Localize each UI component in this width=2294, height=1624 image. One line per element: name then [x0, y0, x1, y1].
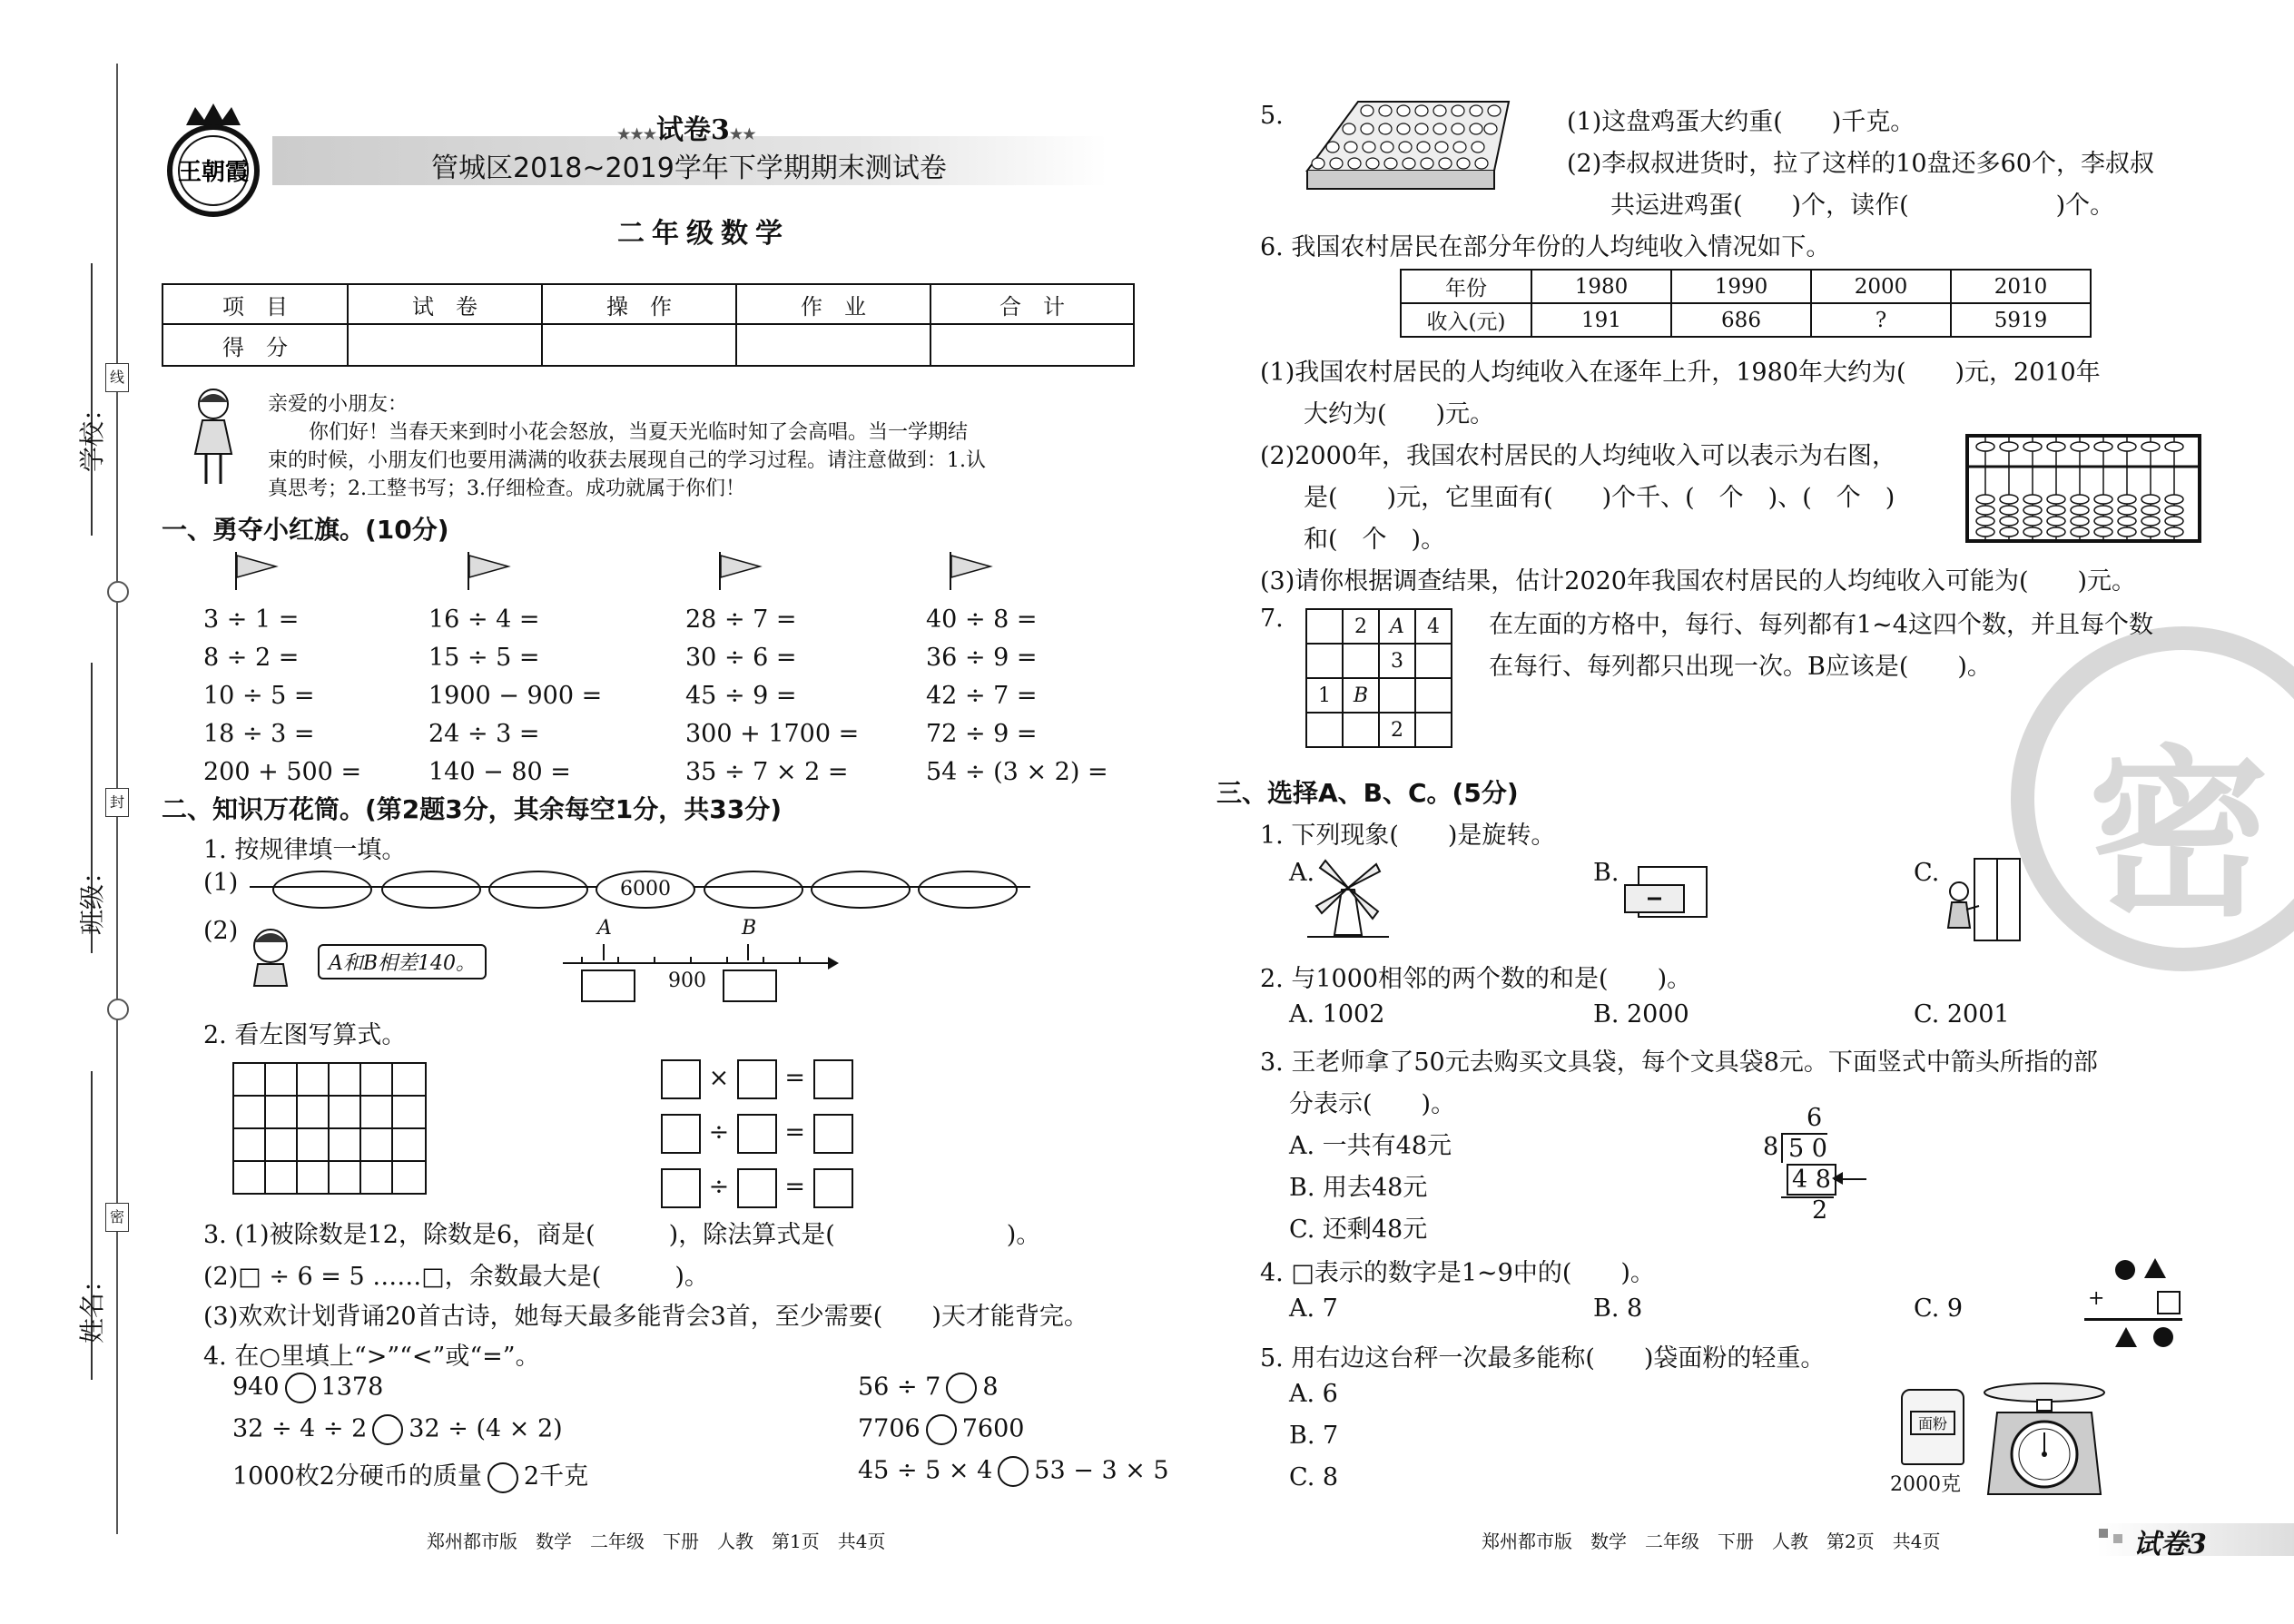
score-table	[162, 283, 1135, 367]
paper-badge: ★★★试卷3★★	[617, 114, 756, 146]
plus-sign: +	[2088, 1287, 2105, 1310]
flour-bag-illustration	[1901, 1389, 1964, 1465]
label-b: B	[742, 917, 757, 940]
compare-circle[interactable]	[487, 1462, 518, 1493]
pattern-value: 6000	[596, 871, 695, 909]
intro-line: 你们好！当春天来到时小花会怒放，当夏天光临时知了会高唱。当一学期结	[309, 421, 969, 444]
flag-icon	[718, 552, 763, 596]
q6-2-text: (2)2000年，我国农村居民的人均纯收入可以表示为右图，	[1260, 442, 1896, 470]
footer-right: 郑州都市版 数学 二年级 下册 人教 第2页 共4页	[1482, 1530, 1941, 1552]
equation-box[interactable]	[813, 1168, 853, 1208]
grid-cell: 2	[1379, 713, 1415, 747]
calc-item: 15 ÷ 5 =	[428, 644, 540, 672]
calc-item: 36 ÷ 9 =	[926, 644, 1038, 672]
option-a-label: A.	[1289, 859, 1315, 887]
svg-text:王朝霞: 王朝霞	[177, 159, 250, 186]
calc-item: 300 + 1700 =	[685, 720, 860, 748]
score-input-cell[interactable]	[930, 324, 1134, 366]
equation-box[interactable]	[737, 1059, 777, 1099]
s5-text: 5. 用右边这台秤一次最多能称( )袋面粉的轻重。	[1260, 1344, 1826, 1373]
pattern-blank[interactable]	[272, 871, 372, 909]
s3-text-cont: 分表示( )。	[1289, 1090, 1456, 1118]
calc-column	[926, 601, 1108, 792]
grid-cell: B	[1343, 678, 1379, 713]
s4-option-a[interactable]: A. 7	[1289, 1294, 1338, 1323]
school-label: 学校：	[77, 395, 107, 472]
q4-text: 4. 在○里填上“>”“<”或“=”。	[203, 1343, 540, 1371]
s2-option-b[interactable]: B. 2000	[1593, 1000, 1689, 1029]
grid-cell	[1343, 713, 1379, 747]
equation-box[interactable]	[661, 1168, 701, 1208]
equation-boxes	[661, 1051, 853, 1215]
circle-symbol-icon	[2115, 1260, 2135, 1280]
compare-circle[interactable]	[926, 1414, 957, 1445]
flour-bag-label: 面粉	[1910, 1411, 1955, 1435]
latin-square-grid	[1305, 608, 1452, 748]
arrow-a-icon	[603, 944, 605, 960]
calc-item: 40 ÷ 8 =	[926, 605, 1038, 634]
score-input-cell[interactable]	[736, 324, 930, 366]
income-table-cell: 收入(元)	[1401, 303, 1531, 337]
compare-item	[232, 1373, 383, 1403]
income-table-cell: 5919	[1951, 303, 2091, 337]
answer-box-b[interactable]	[723, 969, 777, 1002]
bag-weight: 2000克	[1890, 1473, 1961, 1496]
compare-item	[232, 1414, 563, 1445]
score-input-cell[interactable]	[542, 324, 736, 366]
abacus-illustration	[1965, 434, 2201, 549]
s4-text: 4. □表示的数字是1~9中的( )。	[1260, 1259, 1655, 1287]
pattern-blank[interactable]	[811, 871, 911, 909]
s3-option-a[interactable]: A. 一共有48元	[1289, 1132, 1452, 1160]
q6-text: 6. 我国农村居民在部分年份的人均纯收入情况如下。	[1260, 233, 1831, 261]
division-divisor: 8	[1763, 1133, 1779, 1161]
compare-circle[interactable]	[998, 1456, 1029, 1487]
arrow-b-icon	[747, 944, 749, 960]
compare-circle[interactable]	[285, 1373, 316, 1403]
exam-title: 管城区2018~2019学年下学期期末测试卷	[431, 153, 947, 184]
op-eq: =	[784, 1118, 806, 1147]
compare-circle[interactable]	[946, 1373, 977, 1403]
section-2-title: 二、知识万花筒。(第2题3分，其余每空1分，共33分)	[162, 794, 783, 824]
compare-right: 8	[982, 1373, 999, 1402]
division-product: 4 8	[1787, 1164, 1836, 1196]
division-quotient: 6	[1807, 1104, 1823, 1132]
pattern-blank[interactable]	[488, 871, 588, 909]
income-table-cell: 2000	[1811, 270, 1951, 303]
q1-1-label: (1)	[203, 869, 239, 897]
q1-text: 1. 按规律填一填。	[203, 836, 407, 864]
calc-item: 10 ÷ 5 =	[203, 682, 315, 710]
intro-line: 真思考；2.工整书写；3.仔细检查。成功就属于你们！	[268, 477, 745, 500]
calc-item: 42 ÷ 7 =	[926, 682, 1038, 710]
flag-icon	[234, 552, 280, 596]
q6-2-text-end: 和( 个 )。	[1304, 526, 1446, 554]
equation-box[interactable]	[737, 1168, 777, 1208]
footer-badge: 试卷3	[2133, 1529, 2207, 1560]
compare-right: 7600	[961, 1414, 1025, 1443]
margin-mark-secret: 密	[105, 1203, 129, 1232]
s3-option-b[interactable]: B. 用去48元	[1289, 1174, 1428, 1202]
compare-item	[858, 1456, 1169, 1487]
subject-title: 二年级数学	[617, 218, 790, 250]
binding-hole-icon	[107, 581, 129, 603]
calc-item: 30 ÷ 6 =	[685, 644, 797, 672]
q5-2-text-cont: 共运进鸡蛋( )个，读作( )个。	[1610, 192, 2115, 220]
division-remainder: 2	[1812, 1196, 1828, 1225]
q6-3-text: (3)请你根据调查结果，估计2020年我国农村居民的人均纯收入可能为( )元。	[1260, 567, 2137, 595]
grid-cell: 2	[1343, 609, 1379, 644]
calc-item: 16 ÷ 4 =	[428, 605, 540, 634]
circle-symbol-icon	[2153, 1327, 2173, 1347]
calc-item: 24 ÷ 3 =	[428, 720, 540, 748]
calc-item: 200 + 500 =	[203, 758, 362, 786]
answer-box-a[interactable]	[581, 969, 635, 1002]
compare-left: 32 ÷ 4 ÷ 2	[232, 1414, 368, 1443]
q5-1-text: (1)这盘鸡蛋大约重( )千克。	[1567, 108, 1915, 136]
s3-option-c[interactable]: C. 还剩48元	[1289, 1216, 1428, 1244]
windmill-illustration	[1298, 853, 1398, 950]
section-1-title: 一、勇夺小红旗。(10分)	[162, 515, 449, 545]
score-header-cell: 作 业	[736, 284, 930, 324]
q2-text: 2. 看左图写算式。	[203, 1021, 407, 1049]
grid-cell	[1415, 644, 1452, 678]
calc-column	[428, 601, 602, 792]
grid-cell	[1306, 609, 1343, 644]
compare-circle[interactable]	[372, 1414, 403, 1445]
s2-option-a[interactable]: A. 1002	[1289, 1000, 1385, 1029]
door-illustration	[1934, 855, 2024, 952]
q5-number: 5.	[1260, 102, 1284, 130]
income-table-cell: 2010	[1951, 270, 2091, 303]
paper-badge-text: 试卷3	[656, 114, 730, 146]
calc-column	[203, 601, 361, 792]
calc-item: 8 ÷ 2 =	[203, 644, 300, 672]
name-label: 姓名：	[77, 1266, 107, 1343]
watermark-char: 密	[2088, 730, 2270, 941]
calc-item: 3 ÷ 1 =	[203, 605, 300, 634]
option-b-label: B.	[1593, 859, 1620, 887]
intro-greeting: 亲爱的小朋友：	[268, 393, 409, 416]
q3-3-text: (3)欢欢计划背诵20首古诗，她每天最多能背会3首，至少需要( )天才能背完。	[203, 1303, 1088, 1331]
income-table-cell: 1990	[1671, 270, 1811, 303]
section-3-title: 三、选择A、B、C。(5分)	[1216, 778, 1519, 808]
s5-option-c[interactable]: C. 8	[1289, 1463, 1339, 1491]
grid-cell: 1	[1306, 678, 1343, 713]
grid-cell: 4	[1415, 609, 1452, 644]
label-a: A	[597, 917, 612, 940]
grid-cell	[1379, 678, 1415, 713]
calc-item: 28 ÷ 7 =	[685, 605, 797, 634]
q7-text-cont: 在每行、每列都只出现一次。B应该是( )。	[1489, 653, 1992, 681]
division-dividend: 5 0	[1781, 1133, 1827, 1163]
equation-box[interactable]	[661, 1059, 701, 1099]
s2-option-c[interactable]: C. 2001	[1914, 1000, 2010, 1029]
grid-cell	[1306, 713, 1343, 747]
compare-left: 7706	[858, 1414, 921, 1443]
income-table-cell: 年份	[1401, 270, 1531, 303]
footer-left: 郑州都市版 数学 二年级 下册 人教 第1页 共4页	[427, 1530, 886, 1552]
score-header-cell: 操 作	[542, 284, 736, 324]
q6-1-text-cont: 大约为( )元。	[1304, 400, 1495, 428]
grid-cell	[1415, 713, 1452, 747]
calc-item: 18 ÷ 3 =	[203, 720, 315, 748]
score-header-cell: 项 目	[162, 284, 348, 324]
pattern-blank[interactable]	[381, 871, 481, 909]
pattern-blank[interactable]	[704, 871, 803, 909]
grid-cell	[1306, 644, 1343, 678]
flag-icon	[467, 552, 512, 596]
speech-bubble: A和B相差140。	[318, 944, 487, 979]
equation-box[interactable]	[661, 1114, 701, 1154]
scale-illustration	[1981, 1380, 2108, 1504]
compare-item	[858, 1414, 1024, 1445]
income-table-cell: ?	[1811, 303, 1951, 337]
s5-option-a[interactable]: A. 6	[1289, 1380, 1338, 1408]
number-line	[563, 962, 835, 964]
calc-column	[685, 601, 859, 792]
pattern-line	[250, 878, 1030, 901]
margin-mark-line: 线	[105, 363, 129, 392]
s5-option-b[interactable]: B. 7	[1289, 1422, 1339, 1450]
compare-right: 1378	[320, 1373, 384, 1402]
drawer-illustration	[1620, 862, 1711, 932]
footer-square-icon	[2113, 1534, 2122, 1543]
op-div: ÷	[708, 1118, 730, 1147]
op-div: ÷	[708, 1173, 730, 1201]
income-table-cell: 1980	[1531, 270, 1671, 303]
op-eq: =	[784, 1064, 806, 1092]
compare-left: 56 ÷ 7	[858, 1373, 941, 1402]
triangle-symbol-icon	[2115, 1327, 2137, 1347]
footer-square-icon	[2099, 1529, 2108, 1538]
calc-item: 54 ÷ (3 × 2) =	[926, 758, 1108, 786]
income-table-cell: 686	[1671, 303, 1811, 337]
op-eq: =	[784, 1173, 806, 1201]
s4-option-c[interactable]: C. 9	[1914, 1294, 1964, 1323]
compare-right: 53 − 3 × 5	[1034, 1456, 1169, 1485]
logo	[159, 100, 268, 218]
compare-right: 2千克	[523, 1462, 589, 1491]
q1-2-label: (2)	[203, 917, 239, 945]
s4-option-b[interactable]: B. 8	[1593, 1294, 1643, 1323]
compare-item	[232, 1456, 588, 1493]
calc-item: 45 ÷ 9 =	[685, 682, 797, 710]
egg-tray-illustration	[1304, 98, 1512, 204]
q3-1-text: 3. (1)被除数是12，除数是6，商是( )，除法算式是( )。	[203, 1221, 1041, 1249]
triangle-symbol-icon	[2144, 1258, 2166, 1278]
compare-left: 45 ÷ 5 × 4	[858, 1456, 993, 1485]
q7-text: 在左面的方格中，每行、每列都有1~4这四个数，并且每个数	[1489, 611, 2153, 639]
op-mul: ×	[708, 1064, 730, 1092]
grid-cell	[1343, 644, 1379, 678]
compare-left: 940	[232, 1373, 280, 1402]
equation-box[interactable]	[813, 1059, 853, 1099]
sum-line	[2084, 1318, 2182, 1321]
compare-item	[858, 1373, 999, 1403]
q3-2-text: (2)□ ÷ 6 = 5 ……□，余数最大是( )。	[203, 1263, 709, 1291]
calc-item: 140 − 80 =	[428, 758, 571, 786]
s3-text: 3. 王老师拿了50元去购买文具袋，每个文具袋8元。下面竖式中箭头所指的部	[1260, 1048, 2098, 1077]
girl-illustration	[186, 386, 241, 497]
binding-hole-icon	[107, 999, 129, 1020]
equation-box[interactable]	[813, 1114, 853, 1154]
grid-figure	[232, 1062, 427, 1201]
grid-cell: A	[1379, 609, 1415, 644]
q6-2-text-cont: 是( )元，它里面有( )个千、( 个 )、( 个 )	[1304, 484, 1895, 512]
option-c-label: C.	[1914, 859, 1940, 887]
margin-mark-seal: 封	[105, 788, 129, 817]
calc-item: 72 ÷ 9 =	[926, 720, 1038, 748]
child-illustration	[245, 924, 300, 994]
compare-right: 32 ÷ (4 × 2)	[409, 1414, 563, 1443]
flag-icon	[949, 552, 994, 596]
score-header-cell: 合 计	[930, 284, 1134, 324]
s2-text: 2. 与1000相邻的两个数的和是( )。	[1260, 965, 1692, 993]
income-table	[1400, 269, 2092, 338]
score-header-cell: 试 卷	[348, 284, 542, 324]
compare-left: 1000枚2分硬币的质量	[232, 1462, 482, 1491]
line-value: 900	[668, 969, 706, 992]
score-row-label: 得 分	[162, 324, 348, 366]
grid-cell	[1415, 678, 1452, 713]
q7-number: 7.	[1260, 605, 1284, 633]
income-table-cell: 191	[1531, 303, 1671, 337]
q5-2-text: (2)李叔叔进货时，拉了这样的10盘还多60个，李叔叔	[1567, 150, 2154, 178]
equation-box[interactable]	[737, 1114, 777, 1154]
class-label: 班级：	[77, 858, 107, 935]
q6-1-text: (1)我国农村居民的人均纯收入在逐年上升，1980年大约为( )元，2010年	[1260, 359, 2101, 387]
square-symbol-icon	[2157, 1291, 2181, 1314]
s1-text: 1. 下列现象( )是旋转。	[1260, 822, 1556, 850]
arrow-head-icon	[1832, 1172, 1843, 1185]
intro-line: 束的时候，小朋友们也要用满满的收获去展现自己的学习过程。请注意做到：1.认	[268, 449, 986, 472]
pattern-blank[interactable]	[918, 871, 1018, 909]
score-input-cell[interactable]	[348, 324, 542, 366]
calc-item: 1900 − 900 =	[428, 682, 603, 710]
calc-item: 35 ÷ 7 × 2 =	[685, 758, 849, 786]
grid-cell: 3	[1379, 644, 1415, 678]
